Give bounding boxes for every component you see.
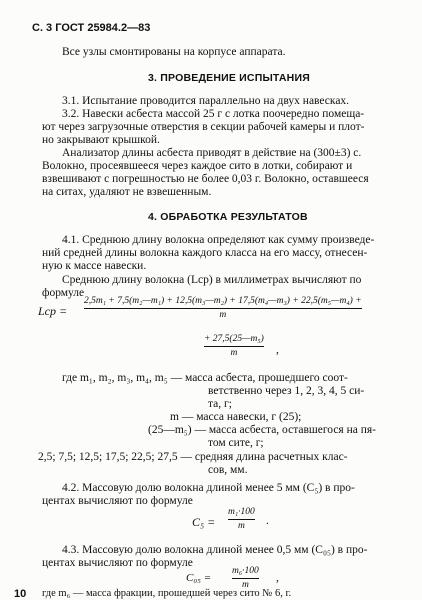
formula1-fraction-2	[204, 334, 264, 359]
formula1-denominator: m	[219, 310, 227, 320]
paragraph-line: центах вычисляют по формуле	[42, 557, 193, 569]
formula1-numerator-2: + 27,5(25—m₅)	[204, 334, 264, 344]
fraction-bar	[204, 346, 264, 347]
formula2-lhs: C₅ =	[192, 515, 216, 529]
formula2-fraction	[228, 507, 255, 532]
formula1-tail: ,	[276, 344, 279, 356]
where-line: ветственно через 1, 2, 3, 4, 5 си-	[208, 385, 365, 397]
formula2-numerator: m₁·100	[228, 507, 255, 517]
section-heading-4: 4. ОБРАБОТКА РЕЗУЛЬТАТОВ	[148, 211, 308, 223]
paragraph-line: Волокно, просеявшееся через каждое сито в лотки, собирают и	[42, 160, 353, 172]
section-heading-3: 3. ПРОВЕДЕНИЕ ИСПЫТАНИЯ	[148, 72, 310, 84]
paragraph-line: центах вычисляют по формуле	[42, 495, 193, 507]
fraction-bar	[84, 308, 362, 309]
where-line: где m₁, m₂, m₃, m₄, m₅ — масса асбеста, прошедшего соот-	[62, 372, 348, 384]
formula3-lhs: C₀₅ =	[186, 572, 212, 584]
paragraph-line: на ситах, удаляют не взвешенным.	[42, 186, 212, 198]
paragraph-line: 4.2. Массовую долю волокна длиной менее 5 мм (C₅) в про-	[62, 482, 355, 494]
where-line-m6: где m₆ — масса фракции, прошедшей через сито № 6, г.	[42, 588, 292, 599]
paragraph-line: 3.1. Испытание проводится параллельно на двух навесках.	[62, 95, 350, 107]
formula3-tail: ,	[276, 572, 279, 584]
paragraph-line: Среднюю длину волокна (Lср) в миллиметрах вычисляют по	[62, 274, 362, 286]
paragraph-line: Все узлы смонтированы на корпусе аппарата.	[62, 46, 286, 58]
paragraph-line: но закрывают крышкой.	[42, 134, 160, 146]
formula1-denominator-2: m	[230, 348, 238, 358]
paragraph-line: ний средней длины волокна каждого класса на его массу, отнесен-	[42, 247, 368, 259]
where-line: том сите, г;	[208, 437, 264, 449]
formula2-denominator: m	[237, 521, 245, 531]
formula1-lhs: Lср =	[38, 304, 68, 318]
paragraph-line: Анализатор длины асбеста приводят в действие на (300±3) с.	[62, 147, 362, 159]
formula1-fraction	[84, 296, 362, 321]
paragraph-line: взвешивают с погрешностью не более 0,03 г. Волокно, оставшееся	[42, 173, 369, 185]
formula2-tail: .	[266, 515, 269, 527]
paragraph-line: 4.3. Массовую долю волокна длиной менее 0,5 мм (C₀₅) в про-	[62, 544, 368, 556]
page-header: С. 3 ГОСТ 25984.2—83	[32, 22, 151, 34]
paragraph-line: ют через загрузочные отверстия в секции рабочей камеры и плот-	[42, 121, 365, 133]
page-number: 10	[14, 588, 27, 600]
fraction-bar	[232, 578, 259, 579]
where-line: сов, мм.	[208, 464, 248, 476]
where-line: m — масса навески, г (25);	[170, 411, 302, 423]
formula1-numerator: 2,5m₁ + 7,5(m₂—m₁) + 12,5(m₃—m₂) + 17,5(m₄—m₃) + 22,5(m₅—m₄) +	[84, 296, 362, 306]
formula3-numerator: m₆·100	[232, 566, 259, 576]
where-line: (25—m₅) — масса асбеста, оставшегося на пя-	[148, 424, 377, 436]
paragraph-line: формуле	[42, 287, 85, 299]
paragraph-line: 4.1. Среднюю длину волокна определяют как сумму произведе-	[62, 234, 375, 246]
formula3-denominator: m	[241, 580, 249, 590]
where-line: 2,5; 7,5; 12,5; 17,5; 22,5; 27,5 — средняя длина расчетных клас-	[38, 451, 348, 463]
paragraph-line: 3.2. Навески асбеста массой 25 г с лотка поочередно помеща-	[62, 108, 365, 120]
fraction-bar	[228, 519, 255, 520]
paragraph-line: ную к массе навески.	[42, 260, 147, 272]
where-line: та, г;	[208, 398, 232, 410]
